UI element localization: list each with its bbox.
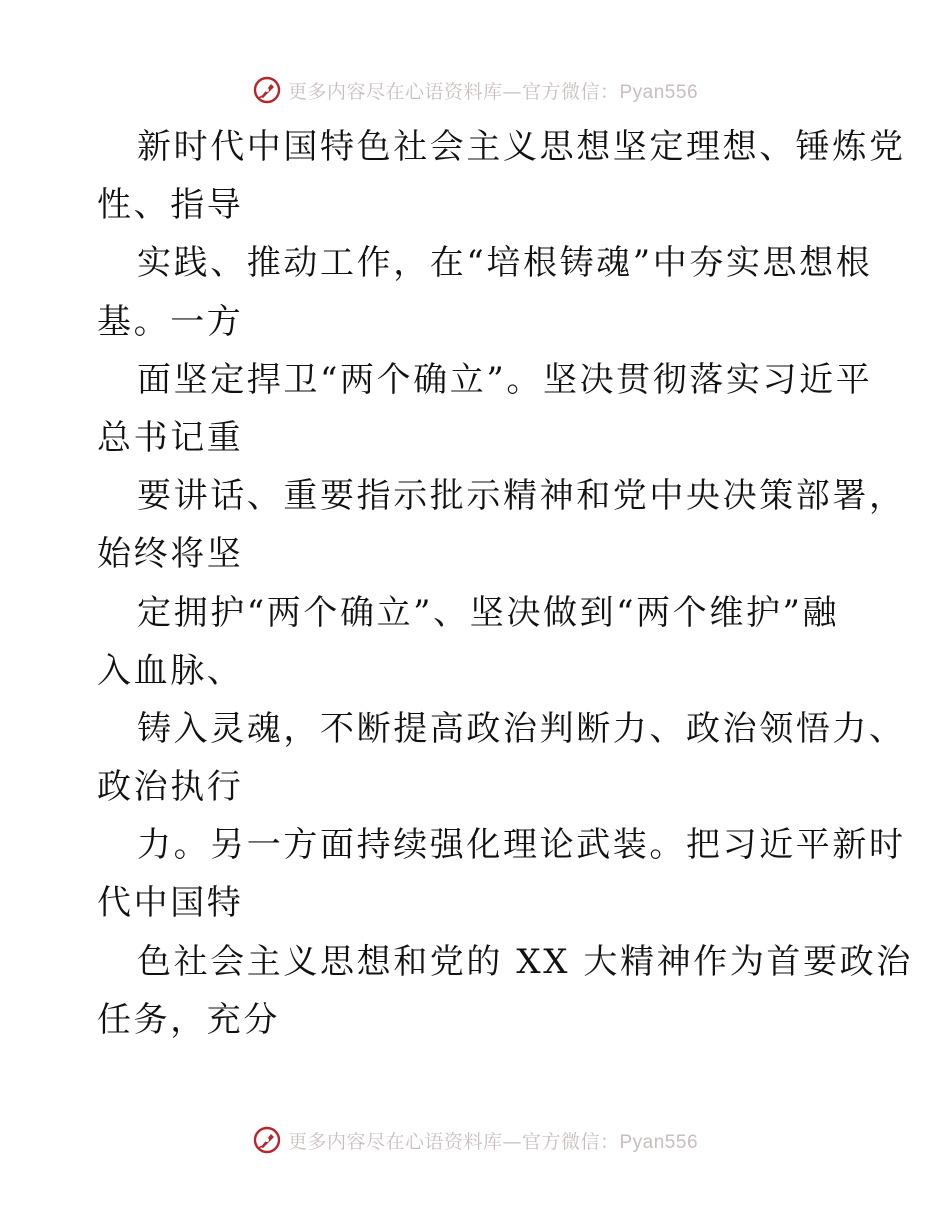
watermark-text: 更多内容尽在心语资料库—官方微信：Pyan556: [287, 80, 699, 103]
pen-nib-logo-icon: [252, 1125, 282, 1155]
header-watermark: [0, 70, 950, 110]
body-line: 实践、推动工作，在“培根铸魂”中夯实思想根: [137, 243, 873, 284]
watermark-group: [252, 75, 698, 105]
body-line: 新时代中国特色社会主义思想坚定理想、锤炼党: [137, 127, 906, 167]
pen-nib-logo-icon: [252, 75, 282, 105]
body-line: 入血脉、: [97, 650, 244, 691]
body-line: 面坚定捍卫“两个确立”。坚决贯彻落实习近平: [137, 359, 873, 400]
watermark-text: 更多内容尽在心语资料库—官方微信：Pyan556: [287, 1130, 699, 1153]
body-line: 性、指导: [97, 185, 244, 226]
body-line: 总书记重: [97, 417, 244, 458]
body-line: 始终将坚: [97, 534, 244, 575]
footer-watermark: [0, 1120, 950, 1160]
body-line: 定拥护“两个确立”、坚决做到“两个维护”融: [137, 592, 840, 633]
watermark-group: [252, 1125, 698, 1155]
body-line: 任务，充分: [97, 999, 280, 1040]
body-line: 要讲话、重要指示批示精神和党中央决策部署，: [137, 476, 906, 517]
document-body: [97, 118, 913, 1049]
body-line: 代中国特: [97, 883, 244, 924]
watermark-wechat-id: Pyan556: [619, 1131, 699, 1153]
body-line: 政治执行: [97, 767, 244, 808]
watermark-wechat-id: Pyan556: [619, 81, 699, 103]
body-line: 基。一方: [97, 301, 244, 342]
body-line: 力。另一方面持续强化理论武装。把习近平新时: [137, 825, 906, 866]
body-line: 铸入灵魂，不断提高政治判断力、政治领悟力、: [137, 708, 906, 749]
body-line: 色社会主义思想和党的 XX 大精神作为首要政治: [137, 941, 913, 982]
